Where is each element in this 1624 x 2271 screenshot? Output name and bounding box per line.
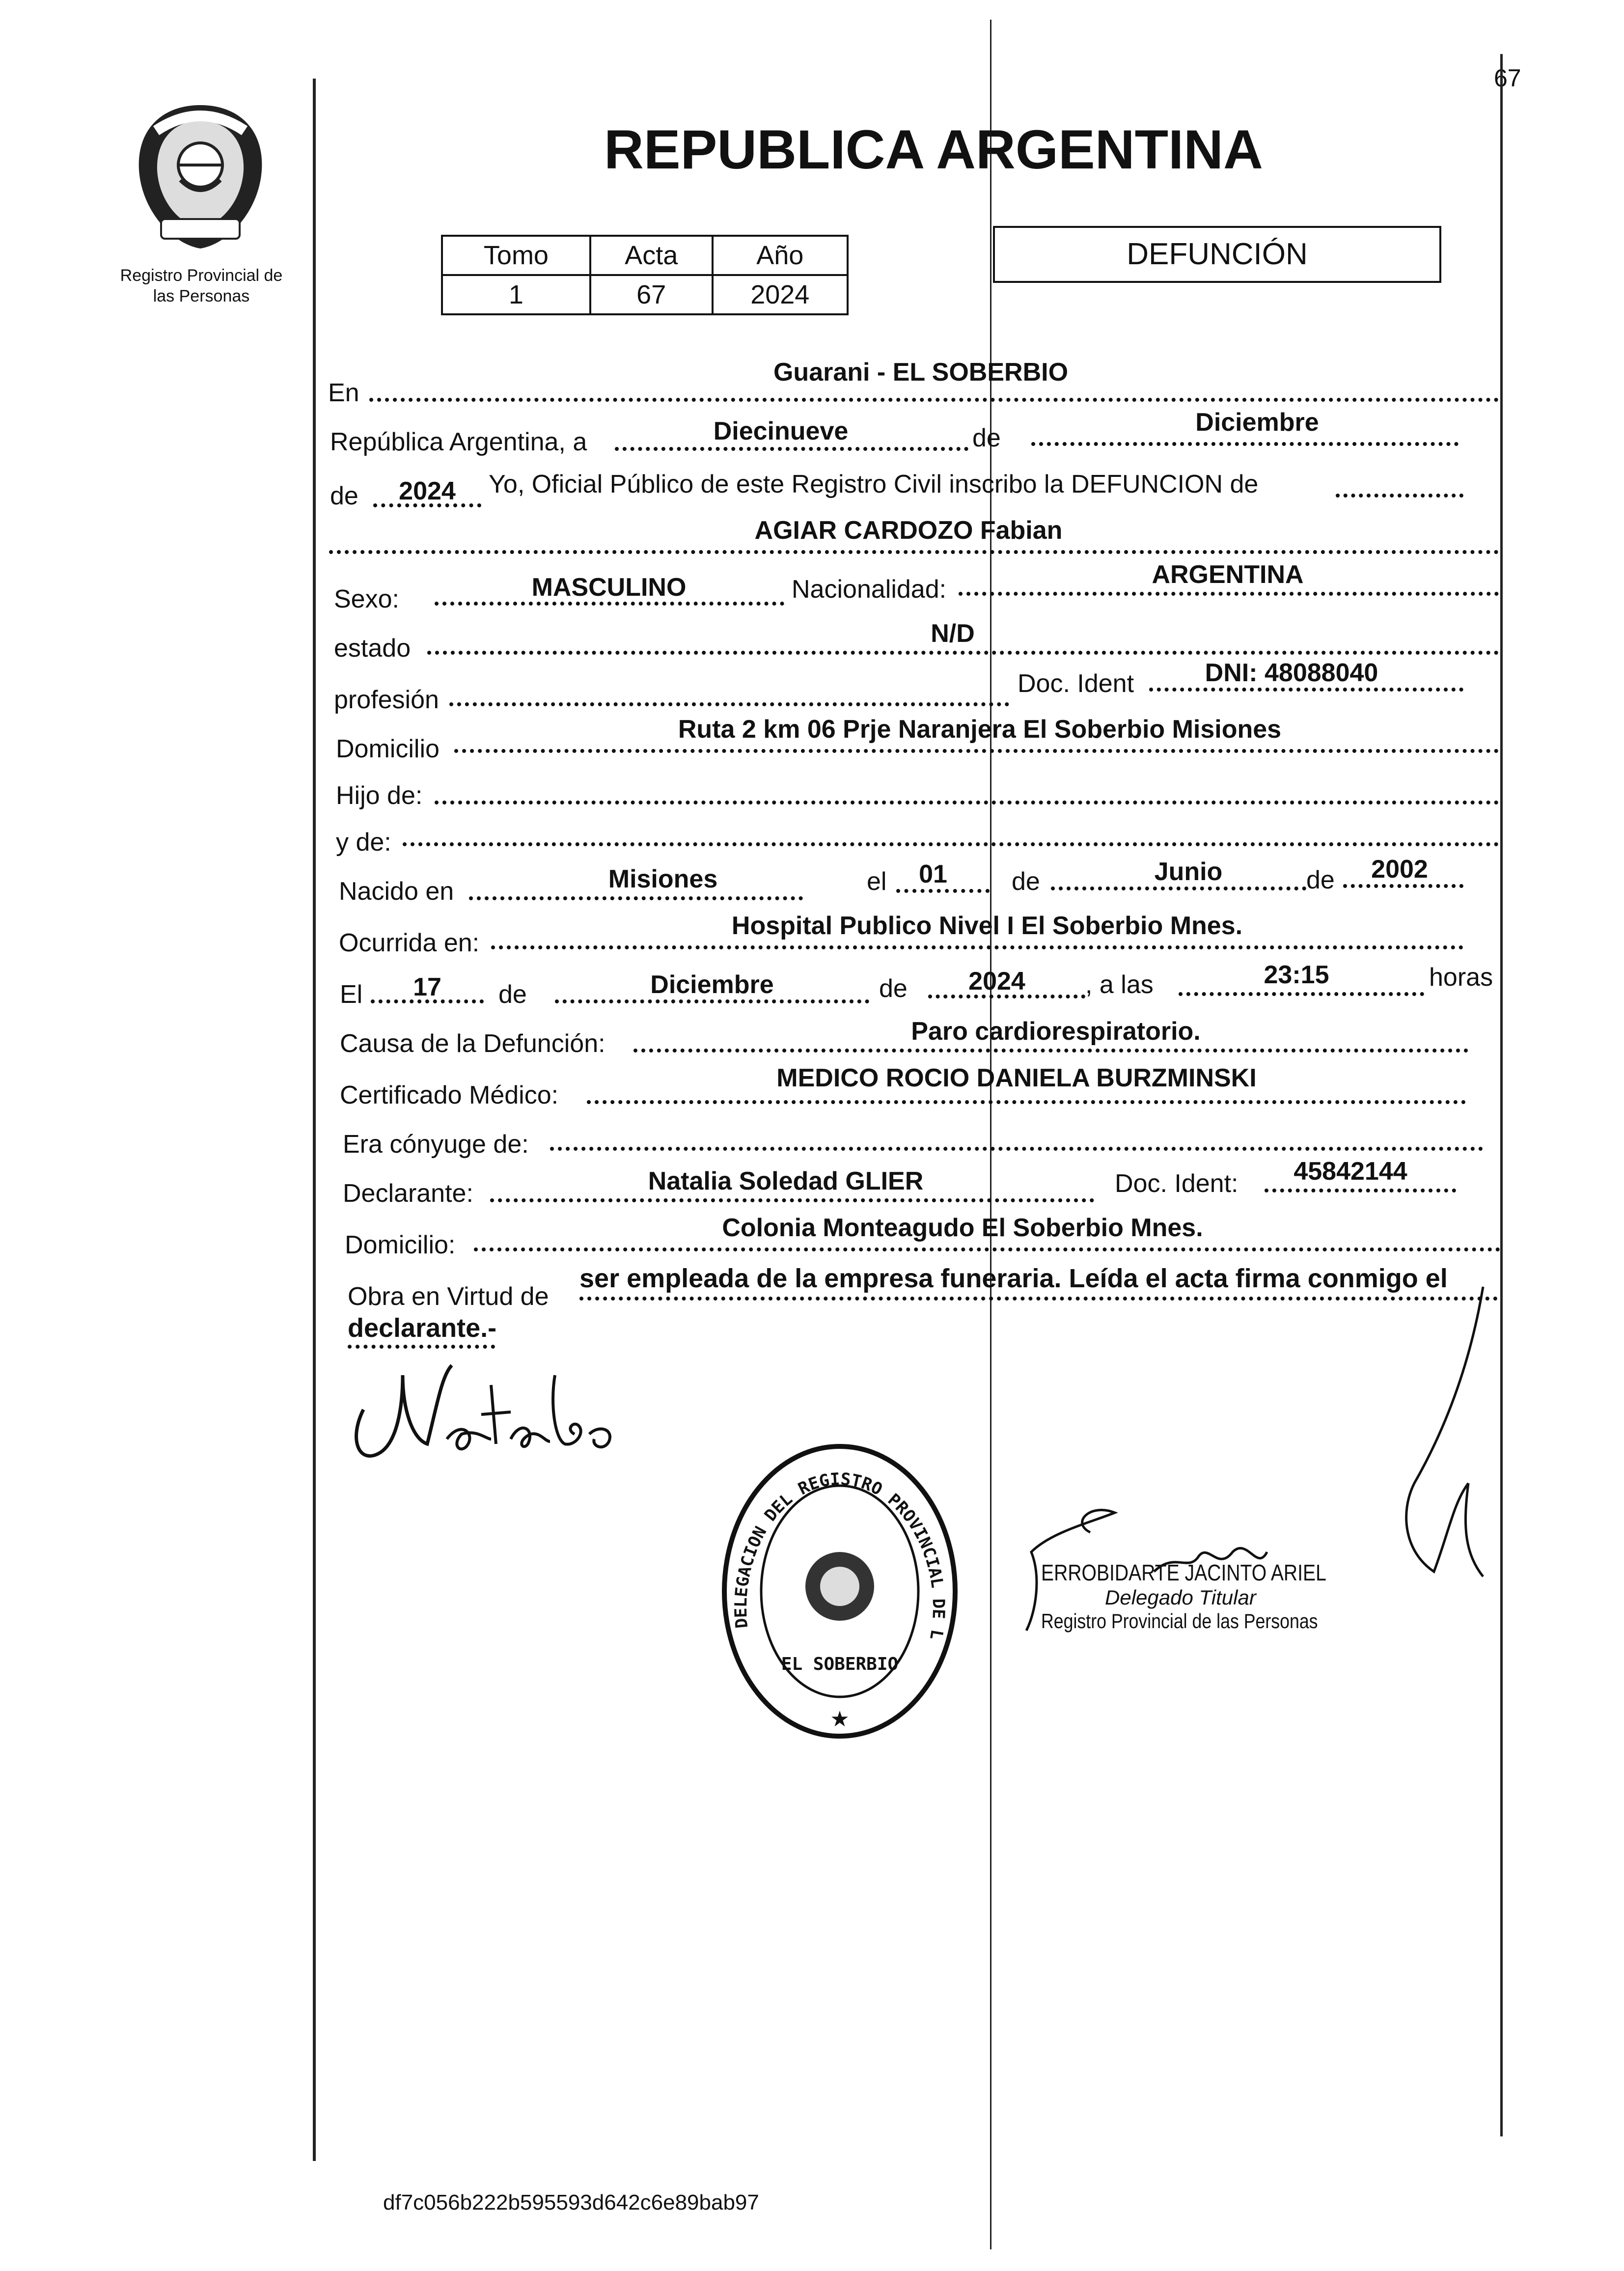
estado-label: estado [334, 634, 411, 663]
causa-value: Paro cardiorespiratorio. [911, 1017, 1201, 1046]
cert-value: MEDICO ROCIO DANIELA BURZMINSKI [776, 1064, 1257, 1092]
declarante-value: Natalia Soledad GLIER [648, 1167, 924, 1195]
record-table [441, 235, 849, 315]
domicilio2-label: Domicilio: [345, 1231, 456, 1259]
nacionalidad-line [959, 592, 1499, 596]
ocurrida-label: Ocurrida en: [339, 929, 480, 957]
nac-mes-line [1051, 886, 1306, 890]
def-mes-value: Diciembre [650, 970, 774, 999]
sexo-value: MASCULINO [531, 573, 687, 602]
causa-line [633, 1049, 1468, 1052]
nac-anio-value: 2002 [1371, 855, 1428, 884]
de4-label: de [1306, 866, 1335, 894]
declarante-label: Declarante: [343, 1179, 473, 1208]
official-name: ERROBIDARTE JACINTO ARIEL [1041, 1560, 1326, 1585]
domicilio-value: Ruta 2 km 06 Prje Naranjera El Soberbio Misiones [678, 715, 1282, 744]
record-value-tomo: 1 [442, 275, 590, 314]
page-number: 67 [1494, 64, 1521, 92]
el2-label: El [340, 980, 363, 1009]
record-header-anio: Año [713, 236, 848, 275]
logo-org-line1: Registro Provincial de [120, 266, 283, 285]
doc2-label: Doc. Ident: [1115, 1169, 1239, 1198]
doc2-line [1265, 1189, 1456, 1192]
horas-label: horas [1429, 963, 1493, 992]
center-fold-line [990, 20, 991, 2249]
yo-text: Yo, Oficial Público de este Registro Civil inscribo la DEFUNCION de [489, 470, 1259, 499]
en-label: En [328, 379, 359, 407]
official-org: Registro Provincial de las Personas [1041, 1609, 1318, 1633]
obra-value-line1: ser empleada de la empresa funeraria. Leída el acta firma conmigo el [579, 1264, 1448, 1293]
left-margin-line [313, 79, 316, 2161]
footer-hash: df7c056b222b595593d642c6e89bab97 [383, 2190, 759, 2215]
de-label: de [972, 424, 1001, 452]
declarant-signature [344, 1346, 619, 1473]
doc2-value: 45842144 [1294, 1157, 1407, 1186]
record-header-tomo: Tomo [442, 236, 590, 275]
logo-org-name [101, 265, 302, 306]
el-label: el [867, 867, 887, 896]
obra-value-line2: declarante.- [348, 1313, 497, 1343]
record-value-anio: 2024 [713, 275, 848, 314]
document-title: REPUBLICA ARGENTINA [604, 119, 1263, 180]
de6-label: de [879, 974, 908, 1003]
domicilio-line [454, 749, 1499, 753]
hijo-label: Hijo de: [336, 781, 423, 810]
official-stamp [715, 1439, 965, 1744]
estado-value: N/D [931, 619, 975, 648]
official-title: Delegado Titular [1105, 1586, 1256, 1609]
nac-dia-value: 01 [919, 860, 947, 888]
record-value-acta: 67 [590, 275, 713, 314]
alas-label: , a las [1085, 970, 1154, 999]
stamp-outer-text: DELEGACION DEL REGISTRO PROVINCIAL DE L [731, 1469, 949, 1641]
sexo-line [435, 602, 784, 606]
def-dia-value: 17 [413, 973, 441, 1001]
causa-label: Causa de la Defunción: [340, 1029, 606, 1058]
doc-value: DNI: 48088040 [1205, 659, 1378, 687]
def-mes-line [555, 999, 869, 1003]
dia-line [615, 447, 968, 451]
nacido-value: Misiones [608, 865, 718, 893]
nacionalidad-value: ARGENTINA [1152, 560, 1304, 589]
cert-label: Certificado Médico: [340, 1081, 559, 1109]
de2-label: de [330, 482, 358, 510]
right-margin-line [1500, 54, 1503, 2136]
hijo-line [435, 801, 1499, 804]
profesion-line [449, 702, 1009, 706]
province-seal-logo [127, 101, 274, 253]
svg-text:★: ★ [830, 1707, 850, 1731]
def-anio-value: 2024 [968, 967, 1025, 996]
stamp-inner-text: EL SOBERBIO [781, 1654, 899, 1674]
cert-line [587, 1100, 1466, 1104]
estado-line [427, 651, 1499, 655]
profesion-label: profesión [334, 686, 439, 714]
domicilio2-value: Colonia Monteagudo El Soberbio Mnes. [722, 1214, 1203, 1242]
ocurrida-value: Hospital Publico Nivel I El Soberbio Mnes. [731, 912, 1243, 940]
domicilio-label: Domicilio [336, 735, 440, 763]
domicilio2-line [474, 1247, 1500, 1251]
declarante-line [490, 1198, 1094, 1202]
def-hora-value: 23:15 [1264, 961, 1329, 989]
logo-org-line2: las Personas [153, 287, 250, 305]
nac-anio-line [1343, 884, 1463, 888]
record-type-box: DEFUNCIÓN [993, 226, 1441, 283]
conyuge-line [550, 1147, 1483, 1151]
official-signature-block [1041, 1559, 1385, 1633]
mes-line [1031, 442, 1459, 446]
nombre-line [329, 550, 1499, 554]
en-line [369, 398, 1499, 402]
doc-label: Doc. Ident [1018, 669, 1134, 698]
record-header-acta: Acta [590, 236, 713, 275]
conyuge-label: Era cónyuge de: [343, 1130, 529, 1159]
mes-value: Diciembre [1195, 408, 1319, 437]
republica-label: República Argentina, a [330, 428, 587, 456]
yde-line [403, 842, 1499, 846]
en-value: Guarani - EL SOBERBIO [773, 358, 1069, 387]
nacionalidad-label: Nacionalidad: [792, 575, 947, 604]
nac-dia-line [896, 889, 990, 893]
nac-mes-value: Junio [1154, 858, 1223, 886]
yde-label: y de: [336, 828, 391, 857]
dia-value: Diecinueve [713, 417, 849, 445]
nacido-line [469, 896, 803, 900]
doc-line [1149, 688, 1463, 692]
obra-label: Obra en Virtud de [348, 1282, 549, 1311]
nombre-value: AGIAR CARDOZO Fabian [754, 516, 1063, 545]
de5-label: de [498, 980, 527, 1009]
anio-value: 2024 [399, 477, 456, 505]
ocurrida-line [491, 945, 1463, 949]
nacido-label: Nacido en [339, 877, 454, 906]
de3-label: de [1012, 867, 1040, 896]
yo-tail-line [1336, 494, 1463, 498]
sexo-label: Sexo: [334, 585, 399, 613]
def-hora-line [1179, 992, 1424, 996]
